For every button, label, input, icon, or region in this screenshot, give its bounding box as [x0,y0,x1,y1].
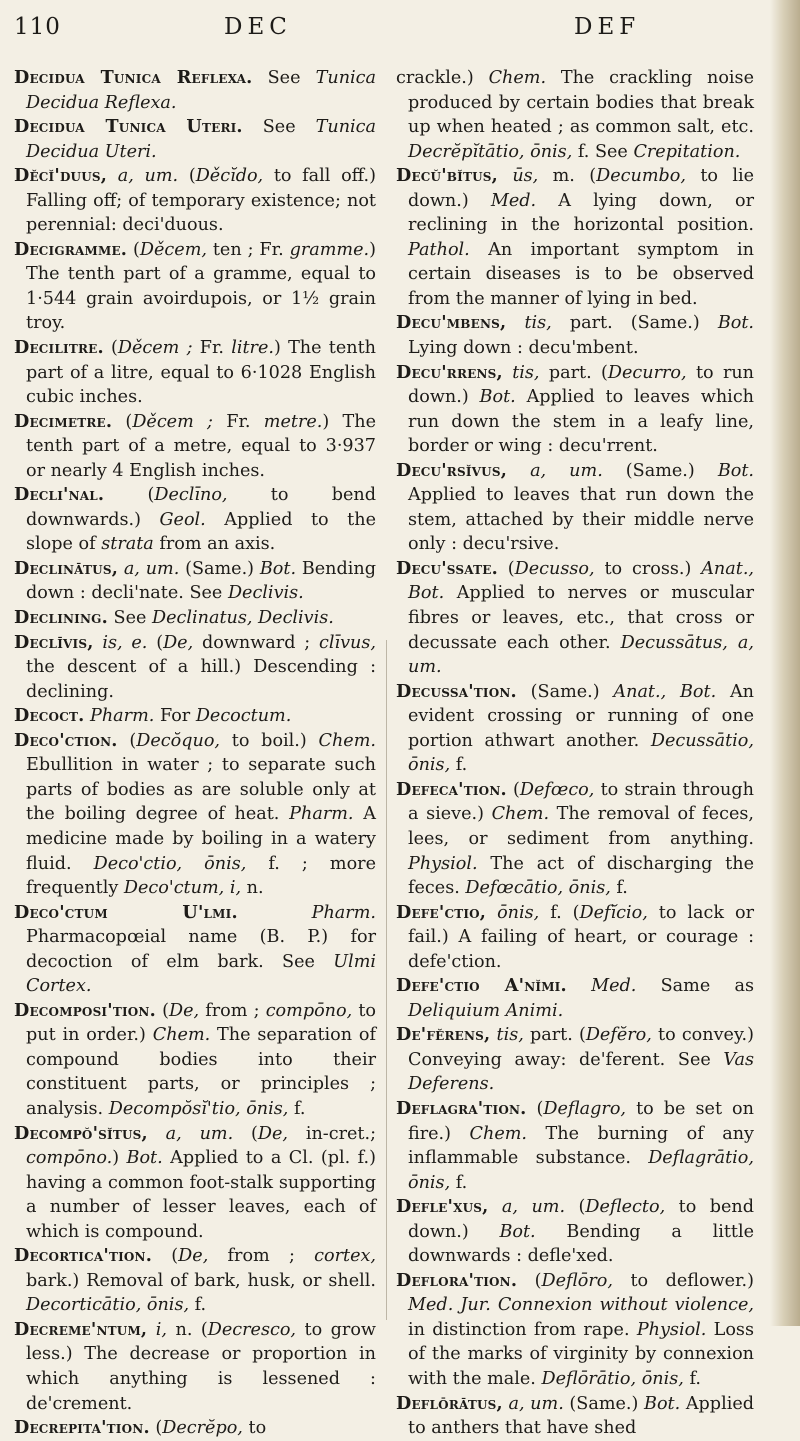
entry-text: Applied to leaves that run down the stem, attached by their middle nerve only : decu'rsive. [408,485,754,555]
entry-headword: Decli'nal. [14,484,105,506]
dictionary-entry [396,1392,754,1441]
entry-text: Same as [636,976,755,997]
entry-text: Fr. [192,338,232,359]
entry-italic: Pharm. [289,804,354,825]
entry-text: to bend down.) [408,1197,754,1242]
entry-text: An important symptom in certain diseases is to be observed from the manner of lying in bed. [408,239,754,309]
entry-text: to grow less.) The decrease or proportion in which anything is lessened : de'crement. [26,1319,376,1414]
entry-italic: Pathol. [408,239,470,260]
entry-italic: i, [155,1319,167,1340]
entry-italic: a, um. [117,166,179,187]
entry-italic: Chem. [469,1123,528,1144]
entry-headword: Decu'rsĭvus, [396,459,508,481]
entry-text: Loss of the marks of virginity by connexion with the male. [408,1319,754,1389]
entry-italic: Decŏquo, [136,730,221,751]
entry-text: ) The tenth part of a gramme, equal to 1·544 grain avoirdupois, or 1½ grain troy. [26,239,376,334]
entry-headword: Defe'ctio A'nĭmi. [396,975,567,997]
entry-italic: Anat., Bot. [613,681,717,702]
entry-text: (Same.) [563,1393,645,1414]
entry-text: downward ; [193,632,319,653]
entry-italic: Tunica Decidua Uteri. [26,117,376,162]
entry-italic: De, [257,1123,288,1144]
entry-headword: Declinātus, [14,557,119,579]
entry-text: Applied to the slope of [26,509,376,555]
entry-italic: Bot. [499,1221,536,1242]
entry-text: (Same.) [516,681,614,702]
entry-italic: Deco'ctio, ōnis, [93,853,247,874]
entry-italic: a, um. [530,460,603,481]
entry-italic: Deflōro, [541,1270,613,1291]
entry-text: Applied to nerves or muscular fibres or leaves, etc., that cross or decussate each other. [408,583,754,653]
dictionary-entry [14,1122,376,1245]
entry-text: to deflower.) [612,1270,754,1291]
entry-italic: gramme. [289,239,370,260]
entry-italic: Děcĭdo, [195,166,264,187]
entry-italic: Defĕro, [585,1025,652,1046]
entry-text: Bending down : decli'nate. See [26,558,376,604]
dictionary-entry [14,1244,376,1318]
entry-italic: De, [178,1246,209,1267]
entry-headword: Decŭ'bĭtus, [396,165,498,187]
entry-text [486,903,497,923]
entry-italic: Decumbo, [596,166,686,187]
dictionary-entry [14,606,376,631]
entry-text: f. [450,755,468,776]
entry-italic: ūs, [512,166,539,187]
entry-text: ( [178,166,196,187]
entry-italic: Geol. [159,509,206,530]
entry-italic: Chem. [318,730,376,751]
entry-italic: Deflōrātio, ōnis, [541,1368,684,1389]
entry-italic: Chem. [152,1025,211,1046]
entry-italic: Deflagrātio, ōnis, [408,1148,754,1193]
entry-italic: Bot. [479,387,516,408]
entry-text: ( [506,779,520,800]
dictionary-entry [14,483,376,557]
entry-text: (Same.) [179,558,260,579]
entry-text: to strain through a sieve.) [408,779,754,825]
entry-text: ( [147,632,164,653]
entry-italic: Deflagro, [543,1098,627,1119]
entry-headword: Defeca'tion. [396,778,507,800]
entry-headword: Defe'ctio, [396,901,487,923]
entry-italic: Bot. [717,313,755,334]
entry-text: f. [610,878,628,899]
entry-text: f. [683,1368,701,1389]
entry-italic: Defĭcio, [579,902,648,923]
entry-text: Pharmacopœial name (B. P.) for decoction of elm bark. See [26,927,376,972]
dictionary-entry [14,238,376,336]
entry-text: ( [497,558,515,579]
entry-text: ( [103,338,118,359]
entry-italic: a, um. [165,1123,234,1144]
entry-italic: tis, [524,313,552,334]
dictionary-entry [14,66,376,115]
entry-italic: tis, [512,362,540,383]
entry-italic: tis, [496,1025,524,1046]
entry-headword: Deflora'tion. [396,1269,518,1291]
dictionary-entry [396,778,754,901]
entry-italic: Decussātio, ōnis, [408,730,754,776]
entry-italic: compōno, [265,1000,353,1021]
entry-text: ) The tenth part of a litre, equal to 6·1028 English cubic inches. [26,338,376,408]
dictionary-entry [396,680,754,778]
entry-italic: Decrĕpĭtātio, ōnis, [408,141,573,162]
right-column [396,66,754,1441]
entry-italic: Defœcātio, ōnis, [465,878,611,899]
entry-italic: Decusso, [514,558,595,579]
entry-text [488,1197,501,1217]
entry-italic: Bot. [644,1393,681,1414]
entry-text: in distinction from rape. [408,1319,637,1340]
entry-italic: Declinatus, Declivis. [152,608,334,629]
page-edge-shadow [770,0,800,1326]
entry-text: m. ( [538,166,597,187]
dictionary-entry [14,1318,376,1416]
dictionary-entry [14,631,376,705]
entry-italic: Decurro, [607,362,687,383]
entry-text: f. [288,1098,306,1119]
dictionary-entry [396,1097,754,1195]
column-rule [386,640,387,1320]
entry-headword: Decortica'tion. [14,1245,153,1267]
entry-text: ( [526,1098,544,1119]
entry-italic: Physiol. [636,1319,707,1340]
entry-headword: Děcĭ'duus, [14,165,108,187]
entry-italic: Decrĕpo, [162,1418,243,1439]
entry-text: to lack or fail.) A failing of heart, or courage : defe'ction. [408,902,754,972]
entry-italic: De, [163,632,194,653]
entry-text: ( [565,1197,586,1218]
dictionary-entry [14,164,376,238]
entry-italic: Med. Jur. [408,1295,491,1316]
entry-italic: a, um. [508,1393,564,1414]
entry-headword: Decu'ssate. [396,557,498,579]
entry-text: from ; [208,1246,315,1267]
entry-headword: Deco'ction. [14,729,118,751]
entry-italic: Defœco, [519,779,595,800]
dictionary-entry [14,999,376,1122]
entry-text: ( [112,411,133,432]
entry-text: to convey.) Conveying away: de'ferent. See [408,1025,755,1070]
dictionary-entry [14,557,376,606]
running-head-right: DEF [574,14,641,40]
entry-italic: compōno. [26,1148,113,1169]
entry-text: ( [233,1123,258,1144]
entry-text: ( [127,239,140,260]
dictionary-entry [396,361,754,459]
entry-text: to fall off.) Falling off; of temporary existence; not perennial: deci'duous. [26,166,377,236]
entry-headword: De'fĕrens, [396,1024,491,1046]
entry-text: Applied to anthers that have shed [408,1393,754,1439]
entry-text: part. (Same.) [551,313,718,334]
entry-text: f. ; more frequently [26,853,376,899]
entry-text [148,1124,166,1144]
entry-text: Lying down : decu'mbent. [408,338,639,359]
entry-headword: Deflagra'tion. [396,1097,527,1119]
entry-text: ( [117,730,137,751]
entry-text: ( [155,1000,169,1021]
entry-headword: Decigramme. [14,238,128,260]
entry-italic: Physiol. [408,853,478,874]
entry-text [498,166,512,186]
entry-text: f. See [572,141,634,162]
dictionary-entry [14,115,376,164]
entry-italic: Ulmi Cortex. [26,951,376,997]
dictionary-entry [14,729,376,901]
entry-headword: Decimetre. [14,410,113,432]
entry-italic: Crepitation. [633,141,741,162]
entry-headword: Decrepita'tion. [14,1417,150,1439]
entry-italic: Decussātus, a, um. [408,632,754,678]
entry-italic: Decresco, [207,1319,297,1340]
entry-headword: Defle'xus, [396,1196,489,1218]
entry-text: A medicine made by boiling in a watery fluid. [26,804,376,874]
entry-text: The burning of any inflammable substance. [408,1123,754,1169]
entry-headword: Decomposi'tion. [14,999,156,1021]
dictionary-entry [396,1023,754,1097]
dictionary-entry [396,557,754,680]
entry-text: n. [241,878,264,899]
entry-italic: Děcem ; [132,411,213,432]
entry-text [491,1295,498,1315]
entry-italic: Chem. [488,68,547,88]
entry-text: ) [112,1148,127,1169]
entry-text: Applied to leaves which run down the stem in a leafy line, border or wing : decu'rrent. [408,387,754,457]
entry-text: Ebullition in water ; to separate such parts of bodies as are soluble only at the boiling degree of heat. [26,755,376,825]
entry-text: The removal of feces, lees, or sediment from anything. [408,804,754,849]
entry-italic: clīvus, [319,632,376,653]
entry-headword: Decompŏ'sĭtus, [14,1122,148,1144]
entry-text: ) The tenth part of a metre, equal to 3·937 or nearly 4 English inches. [26,411,376,481]
entry-headword: Deflōrātus, [396,1392,503,1414]
left-column [14,66,376,1441]
entry-headword: Decu'mbens, [396,312,507,334]
entry-text: part. ( [539,362,608,383]
entry-text: A lying down, or reclining in the horizontal position. [408,190,754,236]
entry-text: in-cret.; [288,1123,376,1144]
entry-italic: Bot. [717,460,754,481]
entry-text: to run down.) [408,362,755,408]
entry-italic: Med. [490,190,537,211]
entry-text: from ; [199,1000,266,1021]
dictionary-entry [396,164,754,311]
entry-text: The separation of compound bodies into their constituent parts, or principles ; analysis. [26,1025,377,1119]
entry-italic: Decompŏsĭ'tio, ōnis, [108,1098,289,1119]
entry-text: the descent of a hill.) Descending : declining. [26,657,376,702]
entry-headword: Decreme'ntum, [14,1318,148,1340]
entry-italic: Connexion without violence, [497,1295,754,1316]
entry-italic: Med. [591,976,637,997]
entry-text: n. ( [167,1319,208,1340]
entry-text: ( [152,1246,179,1267]
entry-text [567,976,591,996]
entry-italic: Deflecto, [585,1197,666,1218]
dictionary-entry [396,1195,754,1269]
entry-italic: Pharm. [90,706,155,727]
dictionary-entry [14,1416,376,1441]
entry-text: ( [149,1418,163,1439]
entry-headword: Deco'ctum U'lmi. [14,901,238,923]
entry-text: Fr. [212,411,264,432]
entry-italic: a, um. [501,1197,566,1218]
entry-italic: Decoctum. [195,706,292,727]
running-head-left: DEC [224,14,292,40]
entry-italic: ōnis, [497,902,540,923]
dictionary-entry [396,1269,754,1392]
entry-text: to boil.) [220,730,319,751]
entry-text: f. [450,1172,468,1193]
entry-text: For [154,706,196,727]
entry-italic: strata [101,534,154,555]
entry-text: ten ; Fr. [206,239,290,260]
entry-text: See [242,117,316,138]
dictionary-entry [14,410,376,484]
entry-text: to lie down.) [408,166,755,211]
entry-headword: Decidua Tunica Uteri. [14,116,243,138]
entry-text: to [242,1418,267,1439]
entry-headword: Decoct. [14,705,85,727]
entry-headword: Decu'rrens, [396,361,503,383]
entry-italic: Tunica Decidua Reflexa. [26,68,377,113]
page-header [14,14,754,54]
entry-text [507,461,530,481]
dictionary-entry [396,974,754,1023]
entry-text: to bend downwards.) [26,485,376,530]
page-number: 110 [14,14,61,40]
entry-text [147,1320,156,1340]
entry-text [107,166,118,186]
entry-italic: Děcem ; [117,338,193,359]
entry-text: (Same.) [602,460,718,481]
entry-italic: Deliquium Animi. [408,1000,564,1021]
entry-text: crackle.) [396,68,489,88]
entry-text [238,903,312,923]
entry-text: bark.) Removal of bark, husk, or shell. [26,1270,376,1291]
entry-italic: is, e. [102,632,148,653]
entry-text: to put in order.) [26,1000,377,1046]
entry-headword: Declīvis, [14,631,94,653]
dictionary-entry [396,311,754,360]
entry-text: from an axis. [153,534,276,555]
entry-text: See [107,608,152,629]
entry-italic: a, um. [123,558,180,579]
entry-text: See [252,68,316,88]
entry-text: f. ( [539,902,580,923]
entry-headword: Decidua Tunica Reflexa. [14,67,253,88]
entry-text: ( [104,485,155,506]
entry-italic: Bot. [126,1148,163,1169]
entry-italic: Declivis. [227,583,304,604]
entry-text: Applied to a Cl. (pl. f.) having a common foot-stalk supporting a number of lesser leaves, each of which is compound. [26,1148,376,1242]
entry-italic: Děcem, [139,239,207,260]
dictionary-entry [14,704,376,729]
entry-text: An evident crossing or running of one portion athwart another. [408,681,754,751]
entry-text: ( [517,1270,542,1291]
dictionary-entry [14,901,376,999]
entry-text: Bending a little downwards : defle'xed. [408,1221,755,1267]
entry-italic: Bot. [259,558,297,579]
dictionary-entry [396,459,754,557]
entry-italic: metre. [263,411,323,432]
entry-italic: Anat., Bot. [408,558,754,604]
entry-text: part. ( [523,1025,586,1046]
entry-italic: Declīno, [154,485,228,506]
entry-headword: Decilitre. [14,337,104,359]
entry-text [506,313,524,333]
entry-italic: Chem. [491,804,550,825]
entry-text [503,363,512,383]
entry-italic: Vas Deferens. [408,1049,754,1095]
entry-italic: litre. [231,338,274,359]
entry-headword: Declining. [14,607,108,629]
entry-italic: cortex, [314,1246,376,1267]
entry-italic: De, [168,1000,200,1021]
dictionary-entry [396,66,754,164]
entry-headword: Decussa'tion. [396,680,517,702]
dictionary-entry [396,901,754,975]
entry-text: The crackling noise produced by certain bodies that break up when heated ; as common salt, etc. [408,68,754,138]
entry-text: The act of discharging the feces. [408,853,754,899]
entry-text: to cross.) [594,558,702,579]
entry-italic: Pharm. [311,902,376,923]
entry-italic: Decorticātio, ōnis, [26,1295,190,1316]
entry-text: f. [189,1295,207,1316]
entry-italic: Deco'ctum, i, [123,878,242,899]
entry-text: to be set on fire.) [408,1098,754,1144]
dictionary-entry [14,336,376,410]
